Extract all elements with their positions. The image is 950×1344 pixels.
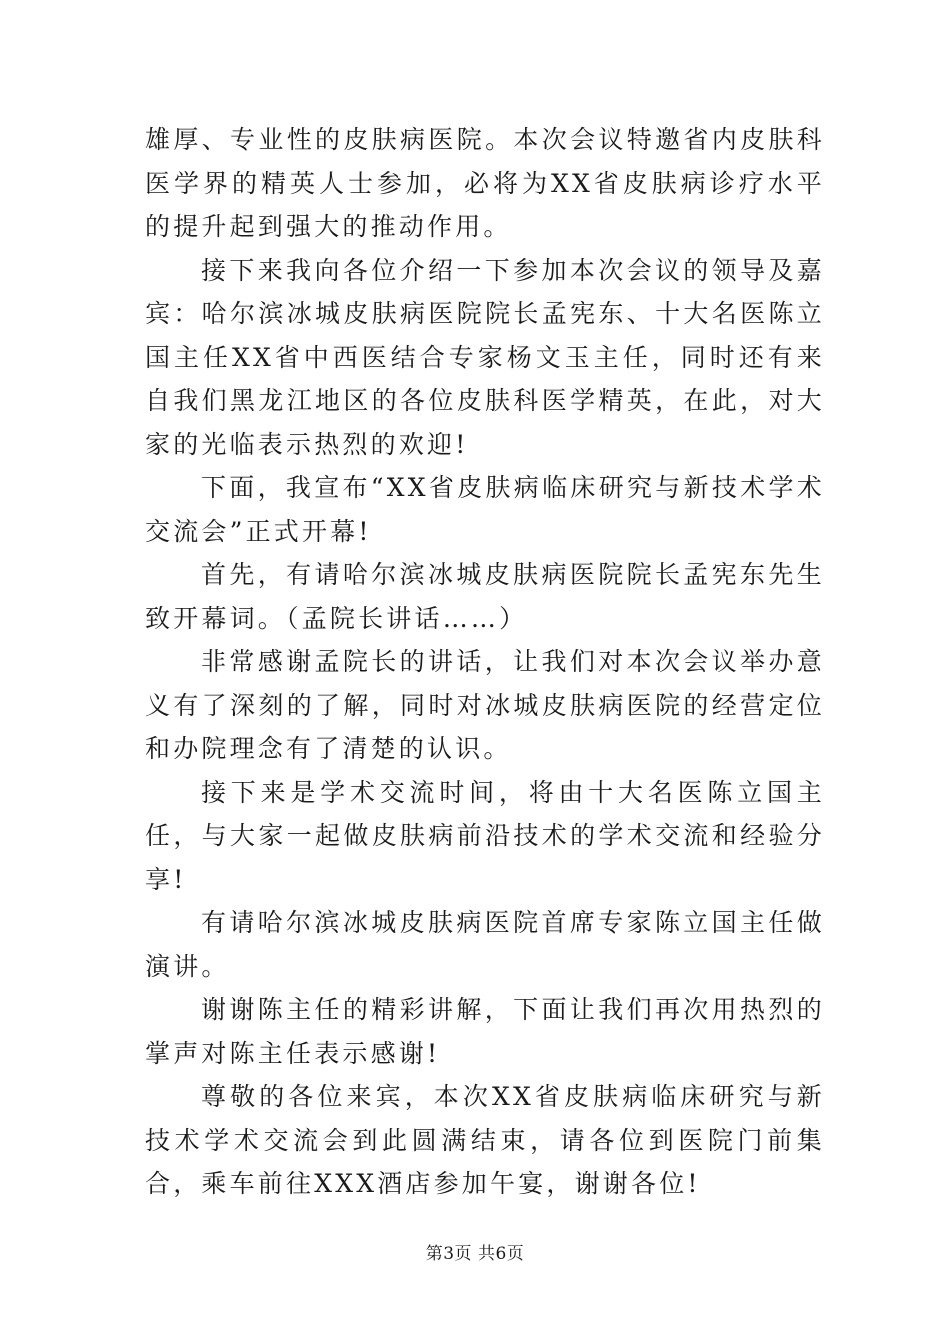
paragraph-4: 首先，有请哈尔滨冰城皮肤病医院院长孟宪东先生致开幕词。（孟院长讲话……） [145,560,825,633]
paragraph-3: 下面，我宣布“XX省皮肤病临床研究与新技术学术交流会”正式开幕! [145,473,825,546]
paragraph-8: 谢谢陈主任的精彩讲解，下面让我们再次用热烈的掌声对陈主任表示感谢! [145,995,825,1068]
page-number-footer: 第3页 共6页 [425,1244,525,1264]
paragraph-7: 有请哈尔滨冰城皮肤病医院首席专家陈立国主任做演讲。 [145,908,825,981]
paragraph-5: 非常感谢孟院长的讲话，让我们对本次会议举办意义有了深刻的了解，同时对冰城皮肤病医院的经营定位和办院理念有了清楚的认识。 [145,647,825,763]
paragraph-9: 尊敬的各位来宾，本次XX省皮肤病临床研究与新技术学术交流会到此圆满结束，请各位到医院门前集合，乘车前往XXX酒店参加午宴，谢谢各位! [145,1082,825,1198]
document-body [145,118,825,1206]
paragraph-6: 接下来是学术交流时间，将由十大名医陈立国主任，与大家一起做皮肤病前沿技术的学术交流和经验分享! [145,777,825,894]
paragraph-1: 雄厚、专业性的皮肤病医院。本次会议特邀省内皮肤科医学界的精英人士参加，必将为XX省皮肤病诊疗水平的提升起到强大的推动作用。 [145,125,825,241]
paragraph-2: 接下来我向各位介绍一下参加本次会议的领导及嘉宾：哈尔滨冰城皮肤病医院院长孟宪东、十大名医陈立国主任XX省中西医结合专家杨文玉主任，同时还有来自我们黑龙江地区的各位皮肤科医学精英，在此，对大家的光临表示热烈的欢迎! [145,255,825,459]
